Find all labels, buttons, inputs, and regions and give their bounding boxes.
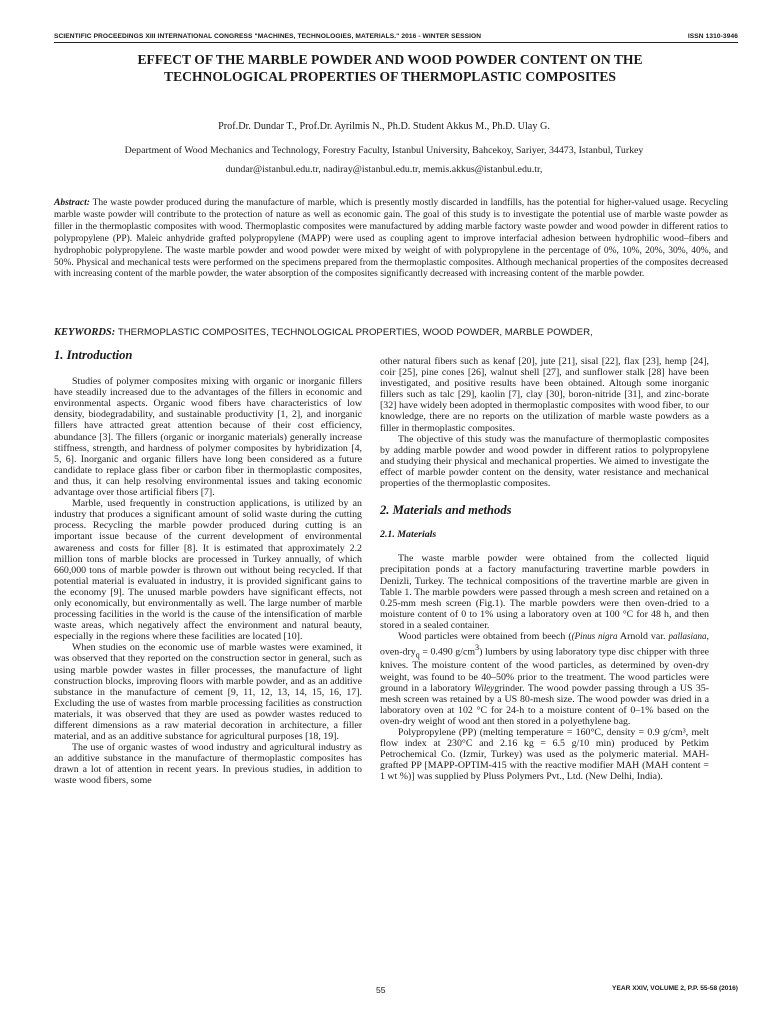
- title-line-2: TECHNOLOGICAL PROPERTIES OF THERMOPLASTIC COMPOSITES: [164, 68, 616, 84]
- running-title: SCIENTIFIC PROCEEDINGS XIII INTERNATIONAL CONGRESS "MACHINES, TECHNOLOGIES, MATERIALS." 2016 - WINTER SESSION: [54, 33, 482, 40]
- text-run: , oven-dry: [380, 630, 709, 658]
- issn: ISSN 1310-3946: [687, 33, 738, 40]
- right-column: [380, 356, 709, 782]
- affiliation: Department of Wood Mechanics and Technology, Forestry Faculty, Istanbul University, Bahcekoy, Sariyer, 34473, Istanbul, Turkey: [124, 145, 644, 156]
- title-line-1: EFFECT OF THE MARBLE POWDER AND WOOD POWDER CONTENT ON THE: [137, 52, 643, 67]
- section-heading-materials-methods: 2. Materials and methods: [380, 503, 512, 518]
- density-superscript: 3: [475, 643, 480, 653]
- keywords: [54, 327, 728, 338]
- volume-info: YEAR XXIV, VOLUME 2, P.P. 55-58 (2016): [612, 985, 738, 992]
- keywords-label: KEYWORDS:: [54, 327, 116, 338]
- density-subscript: q: [415, 650, 420, 660]
- running-header: [54, 33, 738, 43]
- paragraph-continued: other natural fibers such as kenaf [20], jute [21], sisal [22], flax [23], hemp [24], coir [25], pine cones [26], walnut shell [27], and sunflower stalk [28] have been investigated, and positive results have been obtained. Altough some inorganic fillers such as talc [29], kaolin [7], clay [30], boron-nitride [31], and zinc-borate [32] have widely been adopted in thermoplastic composites with wood fiber, to our knowledge, there are no reports on the utilization of marble waste powders as a filler in thermoplastic composites.: [380, 356, 709, 434]
- author-emails: dundar@istanbul.edu.tr, nadiray@istanbul.edu.tr, memis.akkus@istanbul.edu.tr,: [225, 164, 543, 175]
- species-name: (Pinus nigra: [571, 630, 618, 641]
- paragraph: [380, 631, 709, 727]
- paragraph: Studies of polymer composites mixing with organic or inorganic fillers have steadily increased due to the advantages of the fillers in economic and environmental aspects. Organic wood fibers have characteristics of low density, biodegradability, and sustainable productivity [1, 2], and inorganic fillers have attracted great attention because of their cost efficiency, abundance [3]. The fillers (organic or inorganic materials) generally increase stiffness, strength, and hardness of polymer composites by hybridization [4, 5, 6]. Inorganic and organic fillers have long been considered as a future candidate to replace glass fiber or carbon fiber in thermoplastic composites, and thus, it can help resolving environmental issues and taking economic advantage over those artificial fibers [7].: [54, 376, 362, 499]
- paragraph: The objective of this study was the manufacture of thermoplastic composites by adding marble powder and wood powder in different ratios to polypropylene and studying their physical and mechanical properties. We aimed to investigate the effect of marble powder content on the density, water resistance and mechanical properties of the thermoplastic composites.: [380, 433, 709, 490]
- section-heading-introduction: 1. Introduction: [54, 348, 133, 362]
- paragraph: Marble, used frequently in construction applications, is utilized by an industry that produces a significant amount of solid waste during the cutting process. Recycling the marble powder produced during cutting is an important issue because of the current development of environmental awareness and costs for filler [8]. It is estimated that approximately 2.2 million tons of marble blocks are processed in Turkey annually, of which 660,000 tons of marble powder is thrown out without being recycled. If that potential material is evaluated in industry, it is provided significant gains to the economy [9]. The unused marble powders have significant effects, not only economically, but environmentally as well. The large number of marble processing facilities in the world is the cause of the intensification of marble waste areas, which negatively affect the environment and natural beauty, especially in the regions where these facilities are located [10].: [54, 498, 362, 643]
- grinder-brand: Wiley: [474, 682, 495, 693]
- text-run: Wood particles were obtained from beech (: [398, 630, 572, 642]
- abstract-label: Abstract:: [54, 198, 90, 208]
- keywords-text: THERMOPLASTIC COMPOSITES, TECHNOLOGICAL PROPERTIES, WOOD POWDER, MARBLE POWDER,: [117, 327, 593, 338]
- text-run: ) lumbers by using laboratory type disc chipper with three knives. The moisture content of the wood particles, as determined by oven-dry weight, was found to be 40–50% prior to the treatment. The wood particles were ground in a laboratory: [380, 646, 709, 694]
- left-column: [54, 350, 362, 787]
- page-number: 55: [376, 985, 386, 995]
- text-run: grinder. The wood powder passing through a US 35-mesh screen was retained by a US 80-mesh size. The wood powder was dried in a laboratory oven at 102 °C for 24-h to a moisture content of 0–1% based on the oven-dry weight of wood ant then stored in a polyethylene bag.: [380, 682, 709, 727]
- text-run: Arnold var.: [617, 630, 669, 642]
- authors: Prof.Dr. Dundar T., Prof.Dr. Ayrilmis N., Ph.D. Student Akkus M., Ph.D. Ulay G.: [218, 121, 550, 132]
- text-run: = 0.490 g/cm: [419, 646, 476, 658]
- variety-name: pallasiana: [668, 630, 707, 641]
- paragraph: When studies on the economic use of marble wastes were examined, it was observed that they reported on the construction sector in general, such as using marble powder wastes in filler processes, the manufacture of light construction blocks, improving floors with marble powder, and as an additive substance in the manufacture of cement [9, 11, 12, 13, 14, 15, 16, 17]. Excluding the use of wastes from marble processing facilities as construction materials, it was observed that they are used as powder wastes reduced to different dimensions as a raw material decoration in architecture, a filler material, and as an additive substance for agricultural purposes [18, 19].: [54, 642, 362, 743]
- abstract-text: The waste powder produced during the manufacture of marble, which is presently mostly discarded in landfills, has the potential for higher-valued usage. Recycling marble waste powder will contribute to the protection of nature as well as economic gain. The goal of this study is to investigate the potential use of marble waste powder as filler in the thermoplastic composites with wood. Thermoplastic composites were manufactured by adding marble factory waste powder and wood powder in different ratios to polypropylene (PP). Maleic anhydride grafted polypropylene (MAPP) were used as coupling agent to improve interfacial adhesion between hydrophilic wood–fibers and hydrophobic polypropylene. The waste marble powder and wood powder were mixed by weight of with polypropylene in the percentage of 0%, 10%, 20%, 30%, 40%, and 50%. Physical and mechanical tests were performed on the specimens prepared from the thermoplastic composites. Although mechanical properties of the composites decreased with increasing content of the marble powder, the water absorption of the composites significantly decreased with increasing content of the marble powder.: [54, 198, 728, 280]
- paragraph: The use of organic wastes of wood industry and agricultural industry as an additive substance in the manufacture of thermoplastic composites has drawn a lot of attention in recent years. In previous studies, in addition to waste wood fibers, some: [54, 742, 362, 787]
- paper-title: [50, 52, 730, 85]
- paragraph: Polypropylene (PP) (melting temperature = 160°C, density = 0.9 g/cm³, melt flow index at 230°C and 2.16 kg = 6.5 g/10 min) produced by Petkim Petrochemical Co. (Izmir, Turkey) was used as the polymeric material. MAH-grafted PP [MAPP-OPTIM-415 with the reactive modifier MAH (MAH content = 1 wt %)] was supplied by Pluss Polymers Pvt., Ltd. (New Delhi, India).: [380, 726, 709, 783]
- paragraph: The waste marble powder were obtained from the collected liquid precipitation ponds at a factory manufacturing travertine marble powders in Denizli, Turkey. The technical compositions of the travertine marble are given in Table 1. The marble powders were passed through a mesh screen and retained on a 0.25-mm mesh screen (Fig.1). The marble powders were then oven-dried to a moisture content of 0 to 1% using a laboratory oven at 100 °C for 48 h, and then stored in a sealed container.: [380, 553, 709, 631]
- abstract: [54, 198, 728, 281]
- subsection-heading-materials: 2.1. Materials: [380, 529, 437, 541]
